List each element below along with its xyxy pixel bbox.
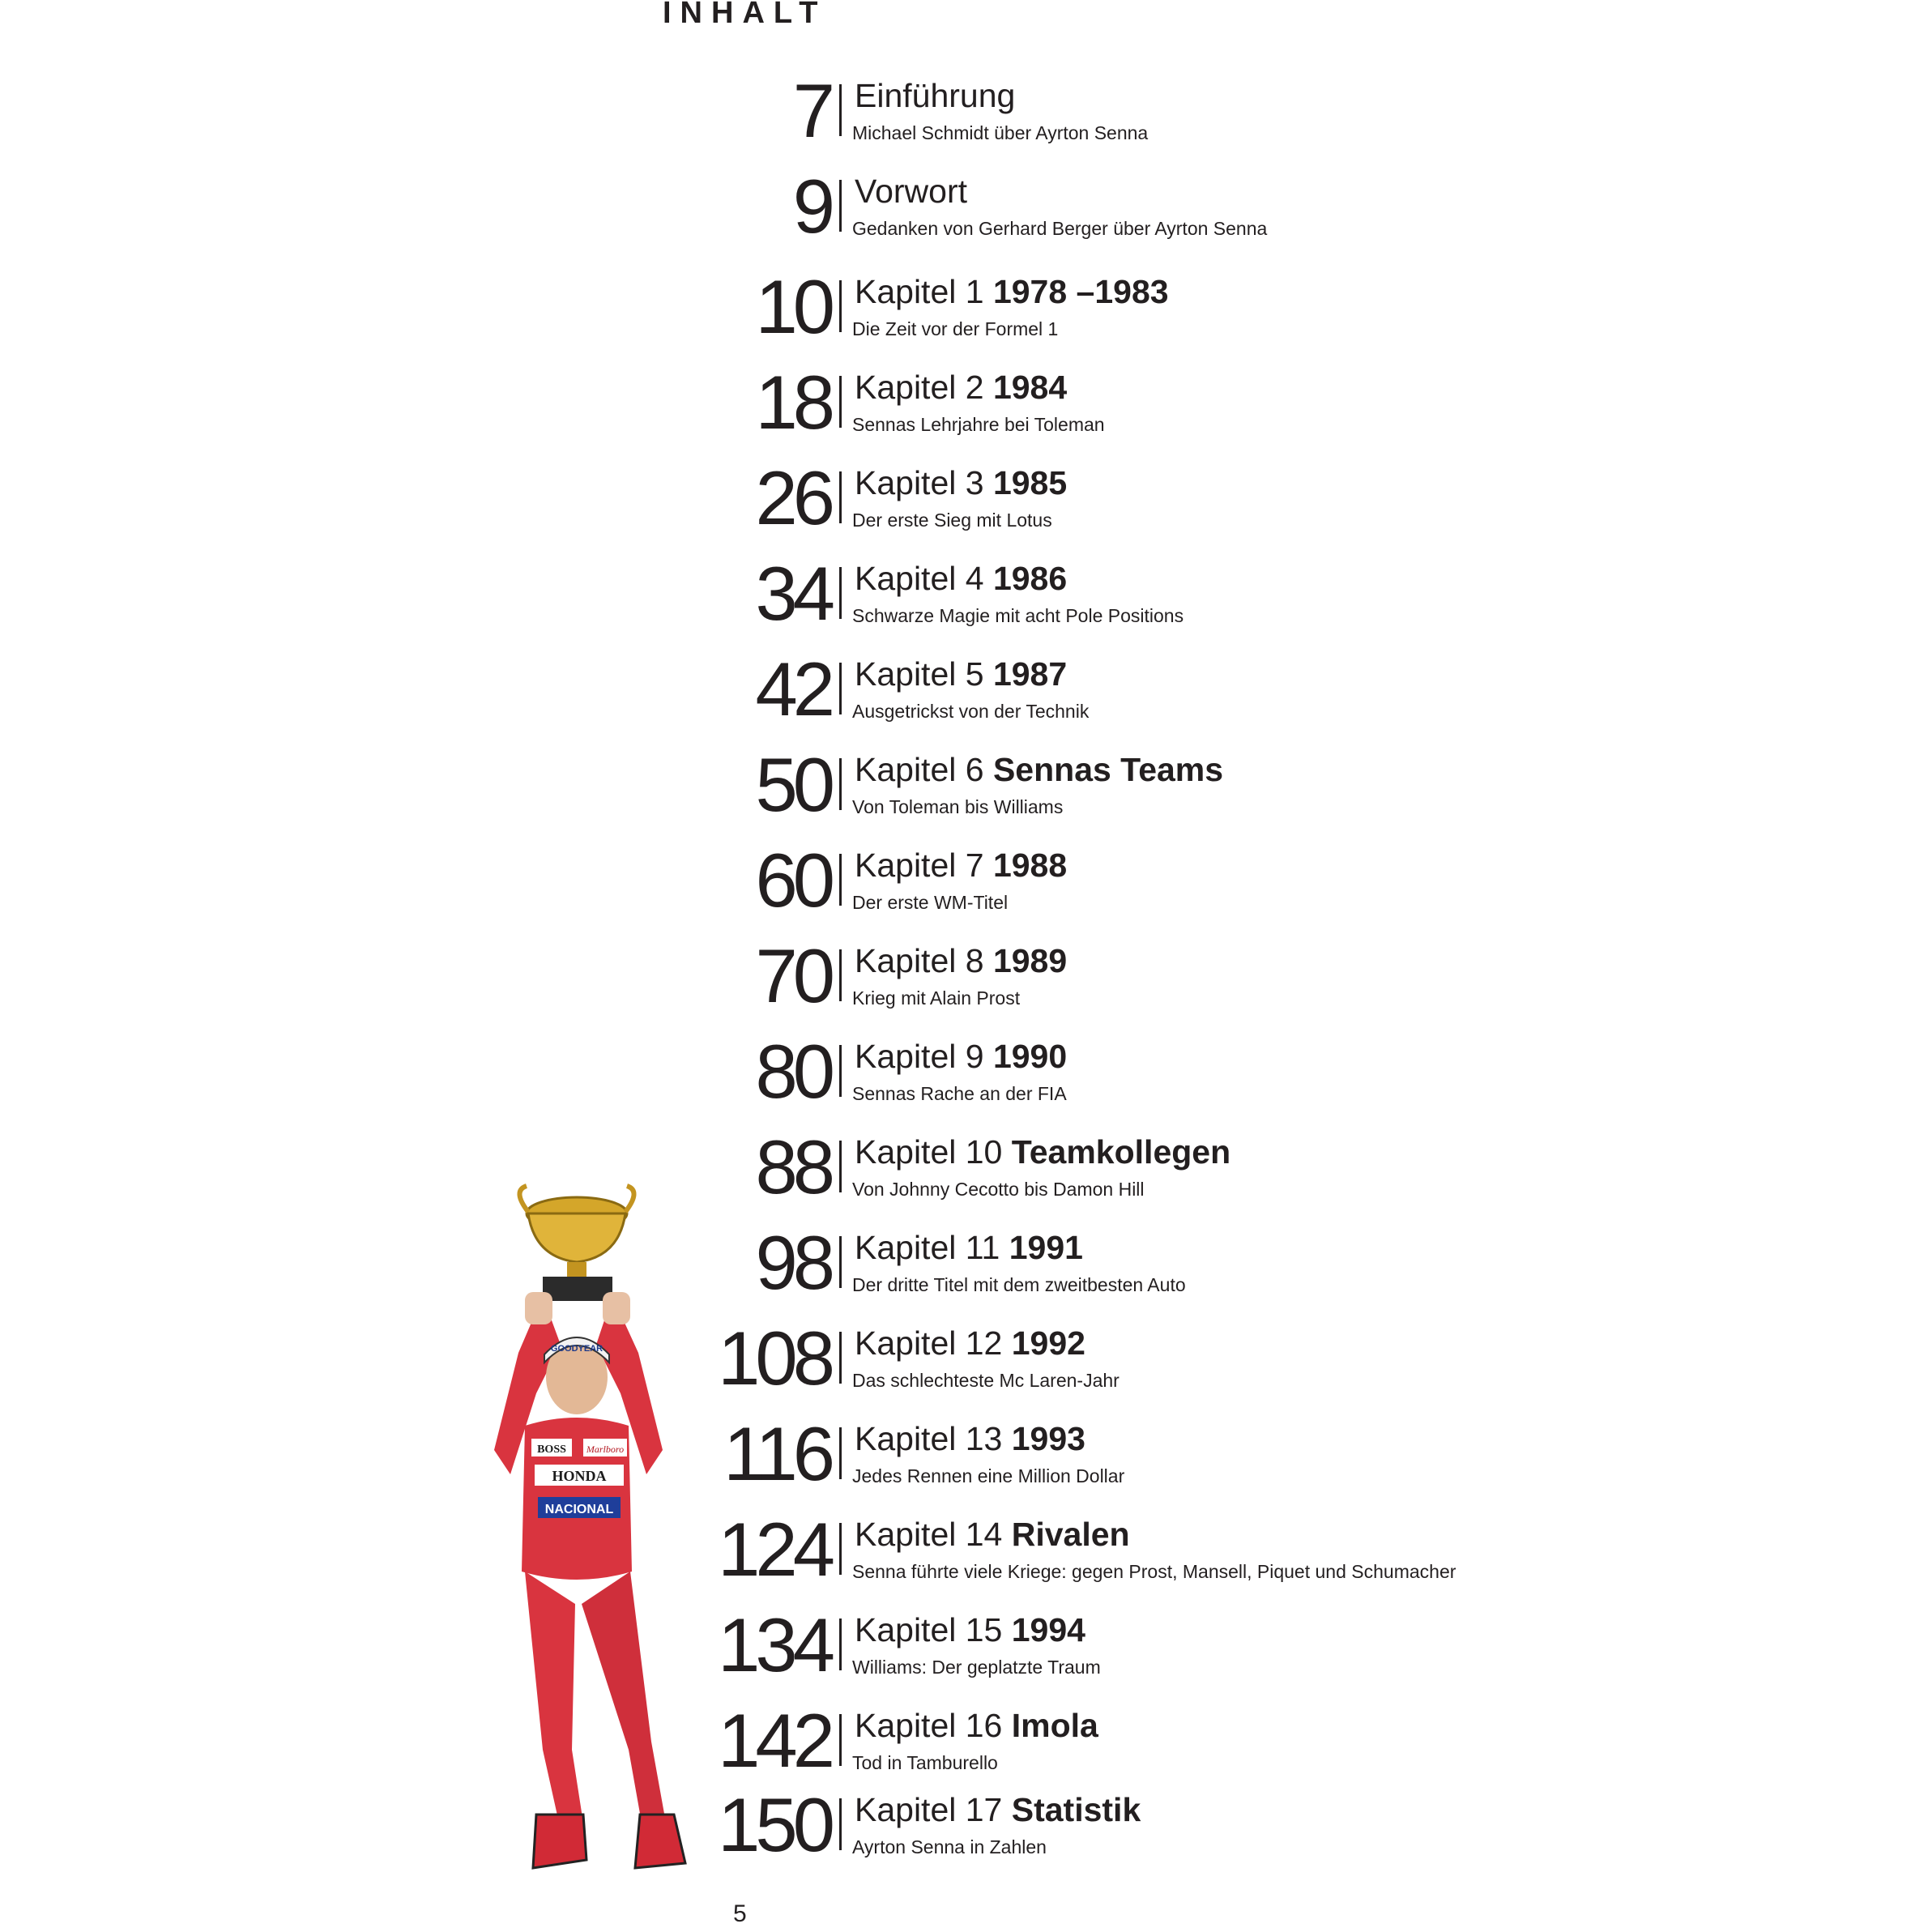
- toc-subtitle: Gedanken von Gerhard Berger über Ayrton Senna: [852, 218, 1268, 239]
- toc-entry[interactable]: [0, 1602, 1932, 1698]
- toc-chapter-label: Kapitel 12: [855, 1324, 1012, 1362]
- toc-chapter-label: Kapitel 7: [855, 847, 993, 884]
- toc-title: [855, 1515, 1130, 1554]
- sponsor-boss-text: BOSS: [537, 1444, 566, 1456]
- left-leg-shape: [525, 1572, 583, 1823]
- toc-title: [855, 846, 1067, 885]
- toc-divider: [839, 180, 842, 232]
- toc-subtitle: Jedes Rennen eine Million Dollar: [852, 1465, 1125, 1486]
- toc-chapter-label: Kapitel 1: [855, 273, 993, 310]
- toc-divider: [839, 758, 842, 810]
- toc-subtitle: Ayrton Senna in Zahlen: [852, 1836, 1047, 1857]
- toc-chapter-highlight: 1991: [1009, 1229, 1083, 1266]
- toc-chapter-label: Vorwort: [855, 173, 967, 210]
- toc-page-number: 80: [755, 1029, 830, 1114]
- toc-entry[interactable]: [0, 742, 1932, 838]
- toc-title: [855, 1324, 1085, 1363]
- toc-page-number: 70: [755, 933, 830, 1018]
- toc-entry[interactable]: [0, 1029, 1932, 1124]
- toc-subtitle: Von Johnny Cecotto bis Damon Hill: [852, 1179, 1145, 1200]
- toc-subtitle: Williams: Der geplatzte Traum: [852, 1657, 1101, 1678]
- toc-chapter-highlight: 1987: [992, 655, 1068, 693]
- toc-divider: [839, 1523, 842, 1575]
- sponsor-marlboro-text: Marlboro: [586, 1444, 625, 1455]
- sponsor-honda-text: HONDA: [552, 1468, 607, 1484]
- toc-chapter-label: Kapitel 13: [855, 1420, 1012, 1457]
- toc-chapter-highlight: Imola: [1011, 1707, 1098, 1744]
- toc-entry[interactable]: [0, 1698, 1932, 1793]
- toc-chapter-label: Kapitel 2: [855, 369, 993, 406]
- toc-subtitle: Das schlechteste Mc Laren-Jahr: [852, 1370, 1120, 1391]
- toc-page-number: 60: [755, 838, 830, 923]
- driver-with-trophy-image: [486, 1183, 721, 1879]
- toc-chapter-label: Kapitel 9: [855, 1038, 993, 1075]
- toc-chapter-highlight: 1978 –1983: [992, 273, 1169, 310]
- toc-title: [855, 76, 1015, 115]
- toc-divider: [839, 1798, 842, 1850]
- toc-chapter-label: Kapitel 16: [855, 1707, 1012, 1744]
- toc-page-number: 26: [755, 455, 830, 540]
- toc-divider: [839, 1427, 842, 1479]
- toc-divider: [839, 376, 842, 428]
- toc-title: [855, 1037, 1067, 1076]
- toc-subtitle: Die Zeit vor der Formel 1: [852, 318, 1059, 339]
- toc-page-number: 18: [755, 360, 830, 445]
- toc-title: [855, 750, 1223, 789]
- toc-page-number: 116: [723, 1411, 830, 1496]
- cap-logo-text: GOODYEAR: [550, 1344, 603, 1354]
- toc-divider: [839, 854, 842, 906]
- toc-page-number: 98: [755, 1220, 830, 1305]
- toc-divider: [839, 949, 842, 1001]
- toc-subtitle: Michael Schmidt über Ayrton Senna: [852, 122, 1149, 143]
- toc-subtitle: Von Toleman bis Williams: [852, 796, 1064, 817]
- toc-chapter-label: Kapitel 8: [855, 942, 993, 979]
- toc-title: [855, 172, 967, 211]
- toc-chapter-highlight: 1990: [992, 1038, 1068, 1075]
- toc-divider: [839, 1714, 842, 1766]
- toc-entry[interactable]: [0, 360, 1932, 455]
- toc-title: [855, 941, 1067, 980]
- toc-divider: [839, 1619, 842, 1670]
- toc-entry[interactable]: [0, 1411, 1932, 1507]
- page-number-footer: 5: [733, 1900, 747, 1927]
- toc-subtitle: Krieg mit Alain Prost: [852, 987, 1021, 1009]
- toc-chapter-label: Kapitel 11: [855, 1229, 1009, 1266]
- toc-chapter-label: Kapitel 5: [855, 655, 993, 693]
- right-boot-shape: [635, 1815, 685, 1868]
- toc-chapter-highlight: 1989: [992, 942, 1068, 979]
- toc-subtitle: Schwarze Magie mit acht Pole Positions: [852, 605, 1184, 626]
- toc-page-number: 150: [718, 1782, 830, 1867]
- toc-divider: [839, 1141, 842, 1192]
- toc-entry[interactable]: [0, 551, 1932, 646]
- toc-page-number: 9: [792, 164, 830, 249]
- toc-entry[interactable]: [0, 1124, 1932, 1220]
- toc-chapter-label: Kapitel 10: [855, 1133, 1012, 1171]
- toc-chapter-label: Kapitel 6: [855, 751, 993, 788]
- toc-title: [855, 655, 1067, 693]
- toc-chapter-highlight: 1986: [992, 560, 1068, 597]
- toc-page-number: 142: [718, 1698, 830, 1783]
- toc-page-number: 7: [792, 68, 830, 153]
- toc-chapter-label: Kapitel 14: [855, 1516, 1012, 1553]
- toc-chapter-highlight: 1994: [1011, 1611, 1085, 1648]
- toc-entry[interactable]: [0, 68, 1932, 164]
- toc-subtitle: Der erste WM-Titel: [852, 892, 1009, 913]
- toc-chapter-highlight: 1988: [992, 847, 1068, 884]
- toc-chapter-highlight: 1985: [992, 464, 1068, 501]
- toc-divider: [839, 1045, 842, 1097]
- toc-chapter-highlight: 1984: [992, 369, 1068, 406]
- toc-subtitle: Der dritte Titel mit dem zweitbesten Auto: [852, 1274, 1186, 1295]
- toc-divider: [839, 1332, 842, 1384]
- toc-page-number: 42: [755, 646, 830, 731]
- toc-page-number: 134: [718, 1602, 830, 1687]
- page-title: INHALT: [663, 0, 827, 30]
- toc-entry[interactable]: [0, 164, 1932, 259]
- toc-divider: [839, 280, 842, 332]
- right-leg-shape: [582, 1572, 666, 1823]
- toc-title: [855, 1610, 1085, 1649]
- toc-chapter-highlight: 1993: [1011, 1420, 1085, 1457]
- toc-chapter-highlight: 1992: [1011, 1324, 1085, 1362]
- trophy-icon: [519, 1186, 633, 1301]
- toc-title: [855, 368, 1067, 407]
- toc-subtitle: Senna führte viele Kriege: gegen Prost, Mansell, Piquet und Schumacher: [852, 1561, 1456, 1582]
- toc-subtitle: Sennas Lehrjahre bei Toleman: [852, 414, 1105, 435]
- toc-divider: [839, 567, 842, 619]
- toc-page-number: 88: [755, 1124, 830, 1209]
- toc-title: [855, 1419, 1085, 1458]
- toc-page-number: 10: [755, 264, 830, 349]
- toc-chapter-label: Kapitel 4: [855, 560, 993, 597]
- toc-entry[interactable]: [0, 933, 1932, 1029]
- toc-page-number: 34: [755, 551, 830, 636]
- sponsor-nacional-text: NACIONAL: [544, 1503, 614, 1516]
- toc-entry[interactable]: [0, 838, 1932, 933]
- toc-chapter-highlight: Sennas Teams: [992, 751, 1224, 788]
- toc-page-number: 108: [718, 1316, 830, 1401]
- toc-chapter-label: Kapitel 15: [855, 1611, 1012, 1648]
- toc-chapter-label: Kapitel 3: [855, 464, 993, 501]
- toc-entry[interactable]: [0, 1316, 1932, 1411]
- toc-chapter-label: Einführung: [855, 77, 1016, 114]
- toc-title: [855, 1706, 1098, 1745]
- toc-entry[interactable]: [0, 455, 1932, 551]
- toc-entry[interactable]: [0, 646, 1932, 742]
- toc-entry[interactable]: [0, 264, 1932, 360]
- toc-chapter-label: Kapitel 17: [855, 1791, 1012, 1828]
- toc-entry[interactable]: [0, 1782, 1932, 1878]
- toc-title: [855, 1228, 1083, 1267]
- toc-title: [855, 272, 1169, 311]
- toc-divider: [839, 1236, 842, 1288]
- toc-title: [855, 463, 1067, 502]
- left-boot-shape: [533, 1815, 586, 1868]
- toc-divider: [839, 471, 842, 523]
- toc-subtitle: Tod in Tamburello: [852, 1752, 998, 1773]
- toc-entry[interactable]: [0, 1220, 1932, 1316]
- toc-title: [855, 559, 1067, 598]
- toc-chapter-highlight: Statistik: [1011, 1791, 1141, 1828]
- toc-page-number: 124: [718, 1507, 830, 1592]
- toc-page-number: 50: [755, 742, 830, 827]
- left-hand-shape: [525, 1292, 552, 1324]
- toc-chapter-highlight: Rivalen: [1011, 1516, 1130, 1553]
- toc-chapter-highlight: Teamkollegen: [1011, 1133, 1231, 1171]
- toc-subtitle: Der erste Sieg mit Lotus: [852, 510, 1052, 531]
- right-hand-shape: [603, 1292, 630, 1324]
- toc-title: [855, 1132, 1230, 1171]
- toc-divider: [839, 663, 842, 714]
- toc-divider: [839, 84, 842, 136]
- toc-title: [855, 1790, 1141, 1829]
- toc-subtitle: Ausgetrickst von der Technik: [852, 701, 1090, 722]
- toc-subtitle: Sennas Rache an der FIA: [852, 1083, 1067, 1104]
